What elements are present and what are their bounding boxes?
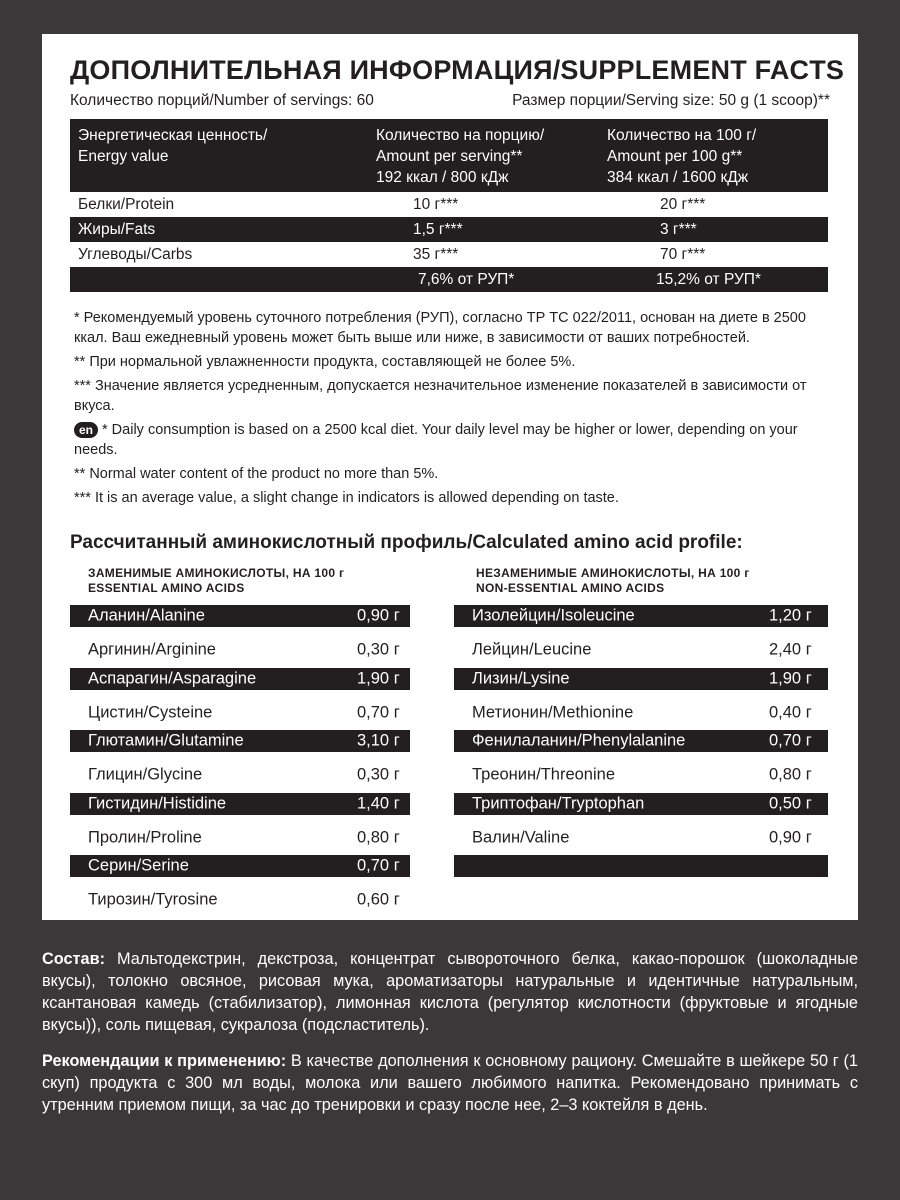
amino-cell xyxy=(70,634,410,665)
amino-value: 1,20 г xyxy=(769,606,812,625)
serving-size: Размер порции/Serving size: 50 g (1 scoop)** xyxy=(512,92,830,109)
header-text: 384 ккал / 1600 кДж xyxy=(607,169,749,186)
amino-name: Лизин/Lysine xyxy=(472,669,570,688)
nutrient-per-serving: 10 г*** xyxy=(413,196,459,213)
usage-label: Рекомендации к применению: xyxy=(42,1052,287,1070)
nutrient-label: Жиры/Fats xyxy=(78,221,156,238)
table-row xyxy=(70,822,828,853)
composition xyxy=(42,948,858,1036)
rda-per-serving: 7,6% от РУП* xyxy=(418,271,515,288)
table-row xyxy=(70,728,828,759)
amino-value: 0,30 г xyxy=(357,640,400,659)
header-energy xyxy=(78,125,267,167)
footnote: *** Значение является усредненным, допускается незначительное изменение показателей в зависимости от вкуса. xyxy=(74,378,807,414)
table-row xyxy=(70,853,828,884)
nutrient-label: Углеводы/Carbs xyxy=(78,246,193,263)
table-row xyxy=(70,217,828,242)
header-per-100g xyxy=(607,125,756,188)
amino-name: Цистин/Cysteine xyxy=(88,703,213,722)
amino-name: Треонин/Threonine xyxy=(472,765,616,784)
nutrient-per-100g: 3 г*** xyxy=(660,221,697,238)
amino-name: Лейцин/Leucine xyxy=(472,640,592,659)
table-row xyxy=(70,697,828,728)
nutrient-label: Белки/Protein xyxy=(78,196,175,213)
amino-value: 0,70 г xyxy=(769,731,812,750)
nutrient-per-100g: 20 г*** xyxy=(660,196,706,213)
amino-value: 3,10 г xyxy=(357,731,400,750)
table-row xyxy=(70,885,828,916)
amino-left-header xyxy=(88,566,344,596)
footnote: *** It is an average value, a slight change in indicators is allowed depending on taste. xyxy=(74,490,619,506)
amino-cell xyxy=(454,730,828,752)
amino-value: 0,70 г xyxy=(357,703,400,722)
amino-cell xyxy=(454,759,828,790)
nutrition-table xyxy=(70,119,828,292)
amino-name: Пролин/Proline xyxy=(88,828,202,847)
table-row xyxy=(70,791,828,822)
header-per-serving xyxy=(376,125,544,188)
amino-right-header xyxy=(476,566,750,596)
amino-cell xyxy=(454,605,828,627)
usage xyxy=(42,1050,858,1116)
table-row xyxy=(70,666,828,697)
amino-value: 0,30 г xyxy=(357,765,400,784)
amino-cell xyxy=(454,668,828,690)
amino-cell xyxy=(454,634,828,665)
footnote: * Рекомендуемый уровень суточного потребления (РУП), согласно ТР ТС 022/2011, основан на диете в 2500 ккал. Ваш ежедневный уровень может быть выше или ниже, в зависимости от ваших потребностей. xyxy=(74,310,806,346)
amino-name: Гистидин/Histidine xyxy=(88,794,227,813)
amino-value: 0,80 г xyxy=(357,828,400,847)
amino-cell xyxy=(454,855,828,877)
amino-title: Рассчитанный аминокислотный профиль/Calculated amino acid profile: xyxy=(70,532,743,553)
amino-name: Серин/Serine xyxy=(88,856,189,875)
footnote-en xyxy=(74,420,834,460)
header-text: Энергетическая ценность/ xyxy=(78,127,268,144)
usage-text: В качестве дополнения к основному рациону. Смешайте в шейкере 50 г (1 скуп) продукта с 300 мл воды, молока или вашего любимого напитка. Рекомендовано принимать с утренним приемом пищи, за час до тренировки и сразу после нее, 2–3 коктейля в день. xyxy=(42,1052,858,1114)
header-text: Количество на порцию/ xyxy=(376,127,545,144)
amino-cell xyxy=(70,730,410,752)
amino-name: Фенилаланин/Phenylalanine xyxy=(472,731,686,750)
table-row xyxy=(70,242,828,267)
rda-per-100g: 15,2% от РУП* xyxy=(656,271,761,288)
amino-value: 1,90 г xyxy=(357,669,400,688)
amino-cell xyxy=(70,793,410,815)
composition-label: Состав: xyxy=(42,950,106,968)
table-row xyxy=(70,759,828,790)
amino-name: Аргинин/Arginine xyxy=(88,640,216,659)
header-text: Amount per 100 g** xyxy=(607,148,743,165)
rda-row xyxy=(70,267,828,292)
amino-cell xyxy=(70,822,410,853)
header-text: NON-ESSENTIAL AMINO ACIDS xyxy=(476,581,665,595)
table-row xyxy=(70,192,828,217)
amino-name: Глицин/Glycine xyxy=(88,765,203,784)
amino-value: 0,80 г xyxy=(769,765,812,784)
amino-cell xyxy=(454,822,828,853)
amino-name: Метионин/Methionine xyxy=(472,703,634,722)
composition-text: Мальтодекстрин, декстроза, концентрат сывороточного белка, какао-порошок (шоколадные вкусы), толокно овсяное, рисовая мука, ароматизаторы натуральные и идентичные натуральным, ксантановая камедь (стабилизатор), лимонная кислота (регулятор кислотности (фруктовые и ягодные вкусы)), соль пищевая, сукралоза (подсластитель). xyxy=(42,950,858,1034)
amino-cell xyxy=(454,793,828,815)
amino-value: 2,40 г xyxy=(769,640,812,659)
page-title: ДОПОЛНИТЕЛЬНАЯ ИНФОРМАЦИЯ/SUPPLEMENT FACTS xyxy=(70,55,845,85)
header-text: Energy value xyxy=(78,148,169,165)
amino-cell xyxy=(70,697,410,728)
header-text: ESSENTIAL AMINO ACIDS xyxy=(88,581,245,595)
amino-name: Тирозин/Tyrosine xyxy=(88,890,218,909)
amino-value: 0,70 г xyxy=(357,856,400,875)
header-text: ЗАМЕНИМЫЕ АМИНОКИСЛОТЫ, НА 100 г xyxy=(88,566,345,580)
header-text: НЕЗАМЕНИМЫЕ АМИНОКИСЛОТЫ, НА 100 г xyxy=(476,566,750,580)
amino-cell xyxy=(70,759,410,790)
amino-name: Аланин/Alanine xyxy=(88,606,205,625)
amino-table xyxy=(70,603,828,916)
table-row xyxy=(70,634,828,665)
amino-value: 1,90 г xyxy=(769,669,812,688)
header-text: Количество на 100 г/ xyxy=(607,127,757,144)
nutrient-per-serving: 35 г*** xyxy=(413,246,459,263)
bottom-text xyxy=(42,948,858,1130)
amino-name: Изолейцин/Isoleucine xyxy=(472,606,635,625)
amino-name: Глютамин/Glutamine xyxy=(88,731,244,750)
header-text: Amount per serving** xyxy=(376,148,523,165)
amino-cell xyxy=(70,605,410,627)
amino-value: 0,50 г xyxy=(769,794,812,813)
footnote: ** Normal water content of the product no more than 5%. xyxy=(74,466,439,482)
amino-value: 0,90 г xyxy=(357,606,400,625)
amino-cell xyxy=(70,885,410,916)
amino-cell xyxy=(454,697,828,728)
nutrient-per-100g: 70 г*** xyxy=(660,246,706,263)
footnote: ** При нормальной увлажненности продукта, составляющей не более 5%. xyxy=(74,354,576,370)
amino-value: 1,40 г xyxy=(357,794,400,813)
header-text: 192 ккал / 800 кДж xyxy=(376,169,509,186)
amino-value: 0,60 г xyxy=(357,890,400,909)
amino-name: Триптофан/Tryptophan xyxy=(472,794,645,813)
amino-value: 0,90 г xyxy=(769,828,812,847)
table-row xyxy=(70,603,828,634)
en-language-badge: en xyxy=(74,422,98,438)
amino-cell xyxy=(70,668,410,690)
amino-value: 0,40 г xyxy=(769,703,812,722)
amino-name: Аспарагин/Asparagine xyxy=(88,669,257,688)
amino-cell xyxy=(70,855,410,877)
nutrition-header xyxy=(70,119,828,192)
nutrient-per-serving: 1,5 г*** xyxy=(413,221,463,238)
servings-count: Количество порций/Number of servings: 60 xyxy=(70,92,374,109)
footnotes xyxy=(74,308,834,512)
supplement-facts-card xyxy=(42,34,858,920)
amino-name: Валин/Valine xyxy=(472,828,570,847)
footnote: * Daily consumption is based on a 2500 kcal diet. Your daily level may be higher or lower, depending on your needs. xyxy=(74,422,798,458)
